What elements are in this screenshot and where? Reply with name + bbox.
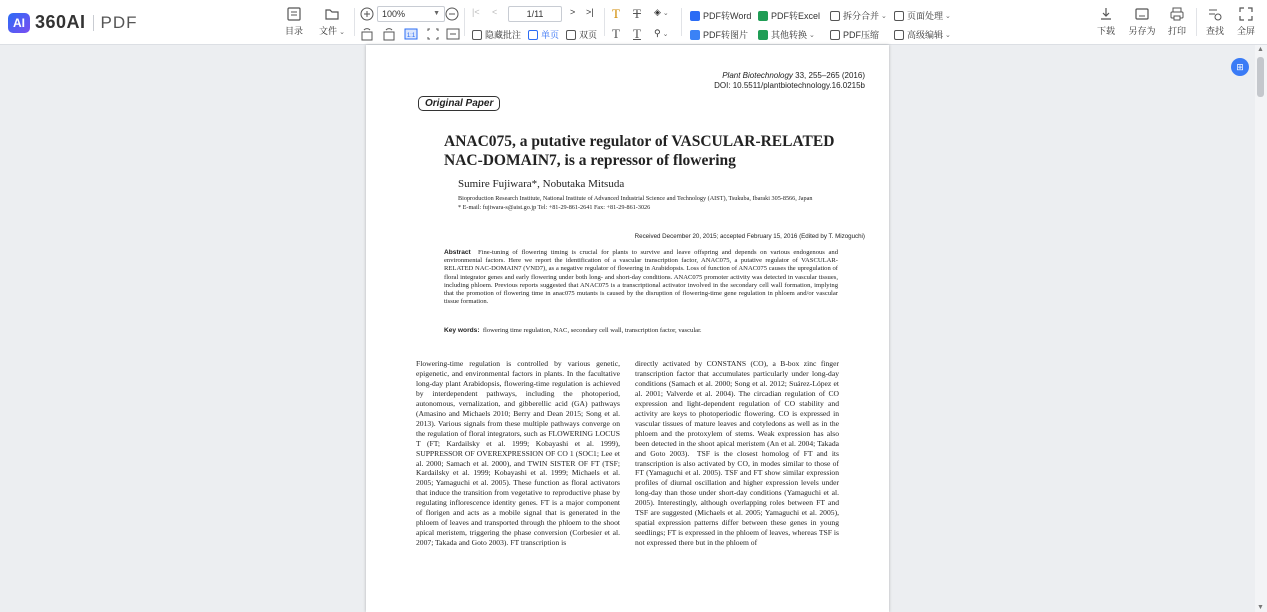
- rotate-right-icon[interactable]: [381, 26, 397, 42]
- received-dates: Received December 20, 2015; accepted February 15, 2016 (Edited by T. Mizoguchi): [634, 233, 865, 240]
- print-label: 打印: [1167, 26, 1186, 36]
- first-page-icon[interactable]: |<: [472, 7, 480, 17]
- ai-badge-icon: AI: [8, 13, 30, 33]
- double-page-button[interactable]: [566, 28, 597, 41]
- word-icon: [690, 11, 700, 21]
- article-type-badge: Original Paper: [418, 96, 500, 111]
- body-column-left: Flowering-time regulation is controlled by various genetic, epigenetic, and environmental factors in plants. In the facultative long-day plant Arabidopsis, flowering-time regulation is achieved by interdependent pathways, including the photoperiod, autonomous, vernalization, and gibberellic acid (GA) pathways (Amasino and Michaels 2010; Berry and Dean 2015; Song et al. 2013). Various signals from these multiple pathways converge on the regulation of floral integrators, such as FLOWERING LOCUS T (FT; Kardailsky et al. 1999; Kobayashi et al. 1999), SUPPRESSOR OF OVEREXPRESSION OF CO 1 (SOC1; Lee et al. 2000; Samach et al. 2000), and TWIN SISTER OF FT (TSF; Kardailsky et al. 1999; Kobayashi et al. 1999; Michaels et al. 2005; Yamaguchi et al. 2005). These function as floral activators that induce the transition from vegetative to reproductive phase by regulating inflorescence identity genes. FT is a major component of florigen and acts as a mobile signal that is generated in the phloem of leaves and transported through the phloem to the shoot apical meristem, triggering the phase conversion (Corbesier et al. 2007; Takada and Goto 2003). FT transcription is: [416, 359, 620, 548]
- scroll-down-icon[interactable]: ▼: [1257, 604, 1264, 611]
- single-page-label: 单页: [541, 30, 560, 40]
- fullscreen-button[interactable]: [1228, 6, 1264, 40]
- chevron-down-icon: ⌄: [809, 31, 815, 39]
- toc-label: 目录: [284, 26, 303, 36]
- fullscreen-label: 全屏: [1236, 26, 1255, 36]
- advanced-edit-label: 高级编辑: [907, 30, 944, 40]
- affiliation: Bioproduction Research Institute, National Institute of Advanced Industrial Science and Technology (AIST), Tsukuba, Ibaraki 305-8566, Japan: [458, 195, 813, 202]
- main-toolbar: [0, 0, 1267, 45]
- file-menu-button[interactable]: [312, 6, 352, 40]
- toolbar-divider: [604, 8, 605, 36]
- authors: Sumire Fujiwara*, Nobutaka Mitsuda: [458, 178, 625, 190]
- file-label: 文件: [319, 26, 338, 36]
- pdf-to-excel-button[interactable]: [758, 9, 820, 22]
- advanced-edit-button[interactable]: [894, 28, 951, 41]
- fill-color-icon[interactable]: ◈ ⌄: [654, 7, 669, 17]
- chevron-down-icon: ▼: [433, 10, 440, 17]
- download-button[interactable]: [1088, 6, 1124, 40]
- pdf-compress-button[interactable]: [830, 28, 879, 41]
- contact-line: * E-mail: fujiwara-s@aist.go.jp Tel: +81-29-861-2641 Fax: +81-29-861-3026: [458, 203, 651, 211]
- journal-name: Plant Biotechnology: [722, 71, 793, 80]
- logo-divider: [93, 15, 94, 31]
- chevron-down-icon: ⌄: [945, 31, 951, 39]
- download-label: 下载: [1096, 26, 1115, 36]
- page-process-label: 页面处理: [907, 11, 944, 21]
- keywords: [444, 327, 838, 334]
- rotate-left-icon[interactable]: [359, 26, 375, 42]
- printer-icon: [1169, 6, 1185, 22]
- other-convert-label: 其他转换: [771, 30, 808, 40]
- keywords-text: flowering time regulation, NAC, secondary cell wall, transcription factor, vascular.: [482, 327, 702, 334]
- underline-icon[interactable]: T: [633, 26, 641, 41]
- app-logo: [8, 12, 138, 33]
- chevron-down-icon: ⌄: [881, 12, 887, 20]
- split-icon: [830, 11, 840, 21]
- pdf-to-word-button[interactable]: [690, 9, 751, 22]
- last-page-icon[interactable]: >|: [586, 7, 594, 17]
- journal-citation: [714, 71, 865, 91]
- edit-icon: [894, 30, 904, 40]
- stamp-icon[interactable]: ⚲ ⌄: [654, 28, 669, 38]
- convert-icon: [758, 30, 768, 40]
- scroll-up-icon[interactable]: ▲: [1257, 46, 1264, 53]
- ai-assistant-icon[interactable]: ⊞: [1231, 58, 1249, 76]
- find-label: 查找: [1205, 26, 1224, 36]
- excel-icon: [758, 11, 768, 21]
- abstract-text: Fine-tuning of flowering timing is crucial for plants to survive and leave offspring and depends on various endogenous and environmental factors. Here we report the identification of a vascular transcription factor, ANAC075, a putative regulator of VASCULAR-RELATED NAC-DOMAIN7 (VND7), as a negative regulator of flowering in Arabidopsis. Loss of function of ANAC075 causes the upregulation of floral integrator genes and early flowering under both long- and short-day conditions. ANAC075 promoter activity was detected in vascular tissues, including phloem. Previous reports suggested that ANAC075 is a transcriptional activator involved in the secondary cell wall formation, implying that the promotion of flowering time in anac075 mutants is caused by the disruption of flowering-time gene regulation in phloem and/or vascular tissue formation.: [444, 249, 838, 306]
- double-page-label: 双页: [579, 30, 598, 40]
- toc-button[interactable]: [276, 6, 312, 40]
- brand-name: 360AI: [35, 12, 86, 32]
- pdf-to-excel-label: PDF转Excel: [771, 11, 821, 21]
- strikethrough-icon[interactable]: T: [633, 6, 641, 21]
- split-merge-label: 拆分合并: [843, 11, 880, 21]
- scroll-thumb[interactable]: [1257, 57, 1264, 97]
- pdf-to-image-button[interactable]: [690, 28, 748, 41]
- svg-text:1:1: 1:1: [406, 33, 416, 39]
- pdf-compress-label: PDF压缩: [843, 30, 880, 40]
- product-name: PDF: [100, 12, 138, 32]
- zoom-select[interactable]: [377, 6, 445, 22]
- toolbar-divider: [464, 8, 465, 36]
- other-convert-button[interactable]: [758, 28, 815, 41]
- body-column-right: directly activated by CONSTANS (CO), a B-box zinc finger transcription factor that accumulates particularly under long-day conditions (Samach et al. 2000; Song et al. 2012; Suárez-López et al. 2001; Valverde et al. 2004). The circadian regulation of CO expression and light-dependent regulation of CO stability and activity are keys to photoperiodic flowering. CO is expressed in vascular tissues of mature leaves and cotyledons as well as in the phloem and the protoxylem of stems. Weak expression has also been detected in the shoot apical meristem (An et al. 2004; Takada and Goto 2003). TSF is the closest homolog of FT and its transcription is also activated by CO, in modes similar to those of FT (Yamaguchi et al. 2005). TSF and FT show similar expression profiles of diurnal oscillation and higher expression levels under long-day than those under short-day conditions (Yamaguchi et al. 2005). Interestingly, although overlapping roles between FT and TSF are suggested (Michaels et al. 2005; Yamaguchi et al. 2005), spatial expression patterns differ between these genes in young seedlings; FT is expressed in the phloem of leaves, whereas TSF is not expressed there but in the phloem of: [635, 359, 839, 548]
- doi: DOI: 10.5511/plantbiotechnology.16.0215b: [714, 81, 865, 90]
- vertical-scrollbar[interactable]: [1255, 45, 1267, 612]
- comment-icon: [472, 30, 482, 40]
- pdf-page[interactable]: [366, 45, 889, 612]
- save-as-icon: [1134, 6, 1150, 22]
- zoom-out-icon[interactable]: [444, 6, 460, 22]
- text-box-icon[interactable]: T: [612, 26, 620, 41]
- hide-annotations-button[interactable]: [472, 28, 521, 41]
- hide-annotations-label: 隐藏批注: [485, 30, 522, 40]
- fullscreen-icon: [1238, 6, 1254, 22]
- paper-title: [444, 132, 864, 170]
- fit-page-icon[interactable]: [425, 26, 441, 42]
- affiliation-block: [458, 195, 848, 212]
- image-icon: [690, 30, 700, 40]
- page-indicator: 1/11: [526, 9, 544, 19]
- abstract-label: Abstract: [444, 249, 471, 256]
- download-icon: [1098, 6, 1114, 22]
- prev-page-icon[interactable]: <: [492, 7, 498, 17]
- journal-meta: 33, 255–265 (2016): [795, 71, 865, 80]
- toolbar-divider: [681, 8, 682, 36]
- pdf-to-image-label: PDF转图片: [703, 30, 749, 40]
- zoom-value: 100%: [382, 9, 406, 19]
- chevron-down-icon: ⌄: [945, 12, 951, 20]
- chevron-down-icon: ⌄: [339, 29, 345, 36]
- next-page-icon[interactable]: >: [570, 7, 576, 17]
- title-line: NAC-DOMAIN7, is a repressor of flowering: [444, 152, 736, 169]
- highlight-text-icon[interactable]: T: [612, 6, 620, 21]
- save-as-button[interactable]: [1124, 6, 1160, 40]
- double-page-icon: [566, 30, 576, 40]
- search-icon: [1207, 6, 1223, 22]
- single-page-icon: [528, 30, 538, 40]
- page-icon: [894, 11, 904, 21]
- toolbar-divider: [354, 8, 355, 36]
- split-merge-button[interactable]: [830, 9, 887, 22]
- pdf-to-word-label: PDF转Word: [703, 11, 752, 21]
- single-page-button[interactable]: [528, 28, 559, 41]
- print-button[interactable]: [1159, 6, 1195, 40]
- fit-width-icon[interactable]: [403, 26, 419, 42]
- toc-icon: [286, 6, 302, 22]
- save-as-label: 另存为: [1128, 26, 1156, 36]
- page-number-input[interactable]: [508, 6, 562, 22]
- actual-size-icon[interactable]: [445, 26, 461, 42]
- keywords-label: Key words:: [444, 327, 480, 334]
- compress-icon: [830, 30, 840, 40]
- page-process-button[interactable]: [894, 9, 951, 22]
- abstract: [444, 249, 838, 306]
- folder-icon: [324, 6, 340, 22]
- zoom-in-icon[interactable]: [359, 6, 375, 22]
- title-line: ANAC075, a putative regulator of VASCULAR-RELATED: [444, 133, 835, 150]
